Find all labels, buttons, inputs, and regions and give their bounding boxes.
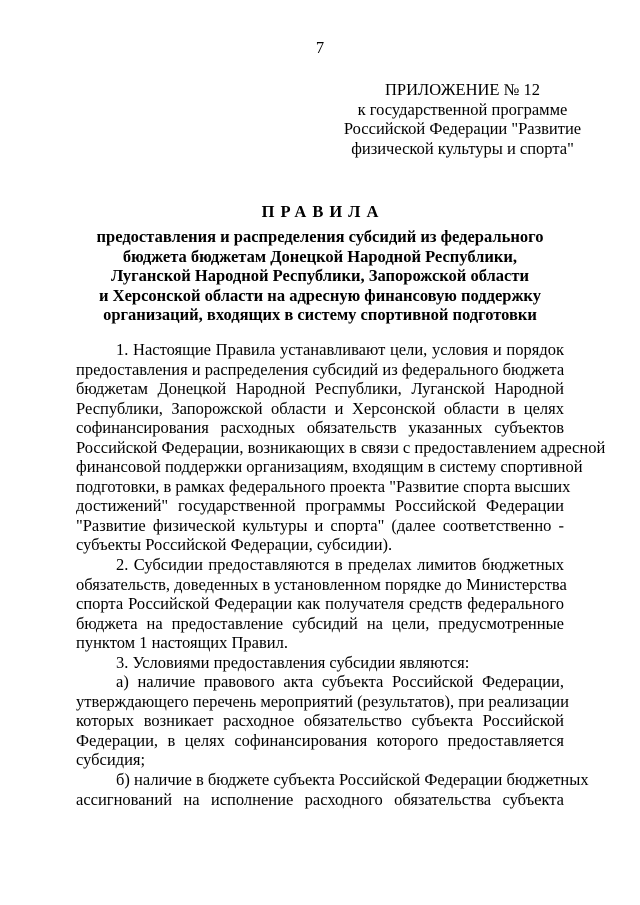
paragraph-line: Федерации, в целях софинансирования которого предоставляется [76, 730, 564, 750]
subtitle-line: бюджета бюджетам Донецкой Народной Республики, [122, 246, 518, 266]
document-body [76, 340, 606, 809]
paragraph-line: 1. Настоящие Правила устанавливают цели, условия и порядок [116, 340, 564, 359]
paragraph-line: софинансирования расходных обязательств указанных субъектов [76, 418, 564, 438]
paragraph-line: а) наличие правового акта субъекта Российской Федерации, [116, 672, 564, 692]
document-title: ПРАВИЛА [261, 202, 385, 221]
paragraph-line: предоставления и распределения субсидий из федерального бюджета [76, 359, 565, 379]
paragraph-line: "Развитие физической культуры и спорта" (далее соответственно - [76, 515, 564, 535]
paragraph-line: финансовой поддержки организациям, входящим в систему спортивной [76, 457, 583, 477]
appendix-line: физической культуры и спорта" [351, 138, 574, 158]
paragraph [76, 555, 567, 653]
paragraph-line: Российской Федерации, возникающих в связи с предоставлением адресной [76, 437, 606, 457]
appendix-block [325, 80, 600, 158]
paragraph-line: 3. Условиями предоставления субсидии являются: [116, 652, 470, 672]
page-number: 7 [315, 38, 325, 57]
paragraph-line: спорта Российской Федерации как получателя средств федерального [76, 594, 564, 614]
paragraph-line: б) наличие в бюджете субъекта Российской Федерации бюджетных [116, 770, 589, 790]
paragraph-line: субъекты Российской Федерации, субсидии). [76, 535, 393, 555]
paragraph-line: пунктом 1 настоящих Правил. [76, 633, 288, 653]
subtitle-line: организаций, входящих в систему спортивной подготовки [103, 305, 537, 325]
paragraph-line: ассигнований на исполнение расходного обязательства субъекта [76, 789, 564, 809]
subtitle-line: предоставления и распределения субсидий из федерального [96, 227, 544, 246]
paragraph [76, 770, 589, 809]
paragraph-line: которых возникает расходное обязательство субъекта Российской [76, 711, 564, 731]
subtitle-line: и Херсонской области на адресную финансовую поддержку [99, 285, 541, 305]
paragraph-line: Республики, Запорожской области и Херсонской области в целях [76, 398, 564, 418]
subtitle-line: Луганской Народной Республики, Запорожской области [111, 266, 529, 286]
appendix-line: к государственной программе [357, 99, 568, 119]
appendix-line: Российской Федерации "Развитие [343, 119, 582, 138]
paragraph-line: обязательств, доведенных в установленном порядке до Министерства [76, 574, 567, 594]
paragraph [76, 653, 564, 673]
paragraph-line: достижений" государственной программы Российской Федерации [76, 496, 564, 516]
paragraph-line: бюджетам Донецкой Народной Республики, Луганской Народной [76, 379, 564, 399]
paragraph-line: бюджета на предоставление субсидий на цели, предусмотренные [76, 613, 564, 633]
paragraph-line: утверждающего перечень мероприятий (результатов), при реализации [76, 691, 569, 711]
appendix-line: ПРИЛОЖЕНИЕ № 12 [385, 80, 540, 99]
paragraph [76, 672, 569, 770]
document-subtitle [0, 227, 640, 325]
paragraph-line: субсидия; [76, 750, 146, 770]
paragraph-line: подготовки, в рамках федерального проекта "Развитие спорта высших [76, 476, 571, 496]
paragraph-line: 2. Субсидии предоставляются в пределах лимитов бюджетных [116, 555, 564, 575]
paragraph [76, 340, 606, 555]
